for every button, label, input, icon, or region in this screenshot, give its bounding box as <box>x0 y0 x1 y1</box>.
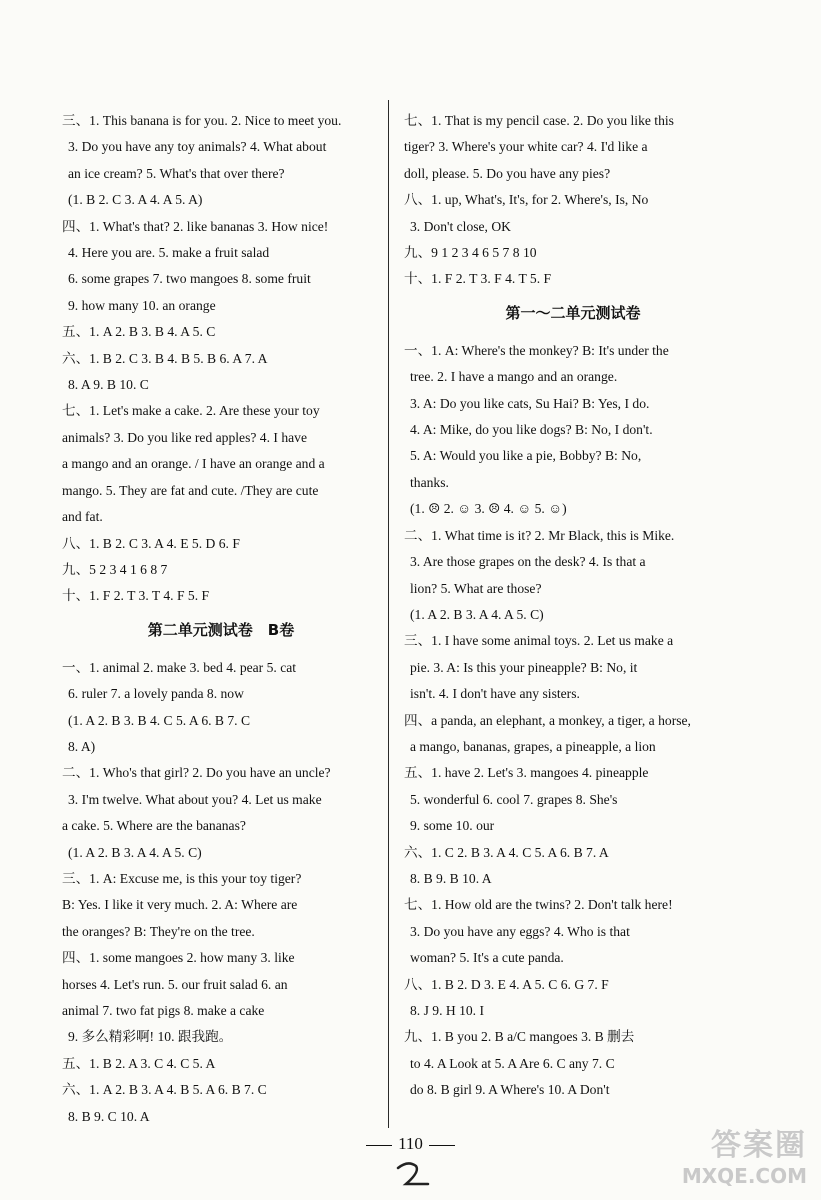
text-line: 九、5 2 3 4 1 6 8 7 <box>62 561 168 577</box>
column-divider <box>388 100 389 1128</box>
text-line: 二、1. What time is it? 2. Mr Black, this is Mike. <box>404 527 675 543</box>
text-line: isn't. 4. I don't have any sisters. <box>410 686 580 702</box>
text-line: 6. ruler 7. a lovely panda 8. now <box>68 686 244 702</box>
text-line: 三、1. I have some animal toys. 2. Let us make a <box>404 633 674 649</box>
text-line: 七、1. How old are the twins? 2. Don't talk here! <box>404 897 673 913</box>
text-line: a mango, bananas, grapes, a pineapple, a lion <box>410 738 656 754</box>
text-line: (1. A 2. B 3. B 4. C 5. A 6. B 7. C <box>68 712 251 728</box>
text-line: animal 7. two fat pigs 8. make a cake <box>62 1003 265 1018</box>
text-line: 四、a panda, an elephant, a monkey, a tiger, a horse, <box>404 712 691 728</box>
text-line: 3. Do you have any toy animals? 4. What about <box>68 139 327 155</box>
watermark-line2: MXQE.COM <box>681 1164 807 1188</box>
text-line: 9. 多么精彩啊! 10. 跟我跑。 <box>68 1029 233 1045</box>
text-line: 七、1. Let's make a cake. 2. Are these your toy <box>62 403 320 419</box>
text-line: 六、1. B 2. C 3. B 4. B 5. B 6. A 7. A <box>62 350 268 366</box>
page-number: 110 <box>0 1134 821 1154</box>
text-line: 9. how many 10. an orange <box>68 297 216 313</box>
text-line: 3. I'm twelve. What about you? 4. Let us make <box>68 791 322 807</box>
text-line: 一、1. animal 2. make 3. bed 4. pear 5. cat <box>62 659 297 675</box>
text-line: an ice cream? 5. What's that over there? <box>68 165 285 181</box>
text-line: 4. A: Mike, do you like dogs? B: No, I don't. <box>410 422 653 438</box>
text-line: 四、1. some mangoes 2. how many 3. like <box>62 950 295 966</box>
text-line: 3. Do you have any eggs? 4. Who is that <box>410 923 630 939</box>
text-line: mango. 5. They are fat and cute. /They are cute <box>62 482 319 498</box>
text-line: 三、1. A: Excuse me, is this your toy tiger? <box>62 870 302 886</box>
left-column <box>62 108 380 1130</box>
text-line: 3. Don't close, OK <box>410 218 511 234</box>
text-line: 八、1. B 2. D 3. E 4. A 5. C 6. G 7. F <box>404 976 609 992</box>
text-line: tiger? 3. Where's your white car? 4. I'd like a <box>404 139 648 155</box>
text-line: do 8. B girl 9. A Where's 10. A Don't <box>410 1082 610 1098</box>
text-line: woman? 5. It's a cute panda. <box>410 950 564 966</box>
text-line: 五、1. have 2. Let's 3. mangoes 4. pineapple <box>404 765 649 781</box>
text-line: 9. some 10. our <box>410 818 495 834</box>
text-line: 8. J 9. H 10. I <box>410 1003 485 1018</box>
text-line: 5. A: Would you like a pie, Bobby? B: No, <box>410 448 642 464</box>
text-line: 七、1. That is my pencil case. 2. Do you like this <box>404 113 674 128</box>
handwritten-mark <box>394 1160 438 1194</box>
text-line: the oranges? B: They're on the tree. <box>62 923 255 939</box>
text-line: 8. B 9. B 10. A <box>410 870 492 886</box>
site-watermark <box>682 1120 807 1188</box>
text-line: 3. A: Do you like cats, Su Hai? B: Yes, I do. <box>410 395 650 411</box>
text-line: a mango and an orange. / I have an orange and a <box>62 456 325 472</box>
text-line: doll, please. 5. Do you have any pies? <box>404 165 611 181</box>
text-line: 4. Here you are. 5. make a fruit salad <box>68 245 270 261</box>
text-line: B: Yes. I like it very much. 2. A: Where are <box>62 897 298 913</box>
text-line: a cake. 5. Where are the bananas? <box>62 818 246 834</box>
text-line: 五、1. B 2. A 3. C 4. C 5. A <box>62 1055 216 1071</box>
text-line: 3. Are those grapes on the desk? 4. Is that a <box>410 554 646 570</box>
right-column <box>404 108 742 1104</box>
text-line: (1. A 2. B 3. A 4. A 5. C) <box>410 606 544 622</box>
text-line: 8. B 9. C 10. A <box>68 1108 150 1124</box>
text-line: 六、1. C 2. B 3. A 4. C 5. A 6. B 7. A <box>404 844 609 860</box>
text-line: 六、1. A 2. B 3. A 4. B 5. A 6. B 7. C <box>62 1082 267 1098</box>
text-line: to 4. A Look at 5. A Are 6. C any 7. C <box>410 1055 615 1071</box>
text-line: 十、1. F 2. T 3. F 4. T 5. F <box>404 271 552 287</box>
text-line: 八、1. B 2. C 3. A 4. E 5. D 6. F <box>62 535 240 551</box>
text-line: animals? 3. Do you like red apples? 4. I have <box>62 429 307 445</box>
text-line: 8. A 9. B 10. C <box>68 377 149 393</box>
text-line: and fat. <box>62 509 103 525</box>
text-line: 5. wonderful 6. cool 7. grapes 8. She's <box>410 791 618 807</box>
text-line: lion? 5. What are those? <box>410 580 542 596</box>
text-line: 四、1. What's that? 2. like bananas 3. How nice! <box>62 218 329 234</box>
text-line: 8. A) <box>68 738 96 754</box>
text-line: horses 4. Let's run. 5. our fruit salad 6. an <box>62 976 288 992</box>
watermark-line1: 答案圈 <box>711 1128 807 1163</box>
text-line: 九、9 1 2 3 4 6 5 7 8 10 <box>404 245 537 261</box>
text-line: 八、1. up, What's, It's, for 2. Where's, Is, No <box>404 192 649 208</box>
text-line: 五、1. A 2. B 3. B 4. A 5. C <box>62 324 216 340</box>
text-line: (1. B 2. C 3. A 4. A 5. A) <box>68 192 203 208</box>
text-line: 6. some grapes 7. two mangoes 8. some fruit <box>68 271 311 287</box>
text-line: tree. 2. I have a mango and an orange. <box>410 369 618 385</box>
section-title: 第一～二单元测试卷 <box>505 303 641 322</box>
text-line: 十、1. F 2. T 3. T 4. F 5. F <box>62 588 210 604</box>
text-line: 一、1. A: Where's the monkey? B: It's under the <box>404 342 669 358</box>
text-line: thanks. <box>410 474 449 490</box>
text-line: 三、1. This banana is for you. 2. Nice to meet you. <box>62 113 342 128</box>
text-line: (1. ☹ 2. ☺ 3. ☹ 4. ☺ 5. ☺) <box>410 501 567 517</box>
text-line: 九、1. B you 2. B a/C mangoes 3. B 删去 <box>404 1029 635 1045</box>
text-line: (1. A 2. B 3. A 4. A 5. C) <box>68 844 202 860</box>
section-title: 第二单元测试卷 B卷 <box>147 620 295 639</box>
text-line: pie. 3. A: Is this your pineapple? B: No, it <box>410 659 638 675</box>
text-line: 二、1. Who's that girl? 2. Do you have an uncle? <box>62 765 331 781</box>
